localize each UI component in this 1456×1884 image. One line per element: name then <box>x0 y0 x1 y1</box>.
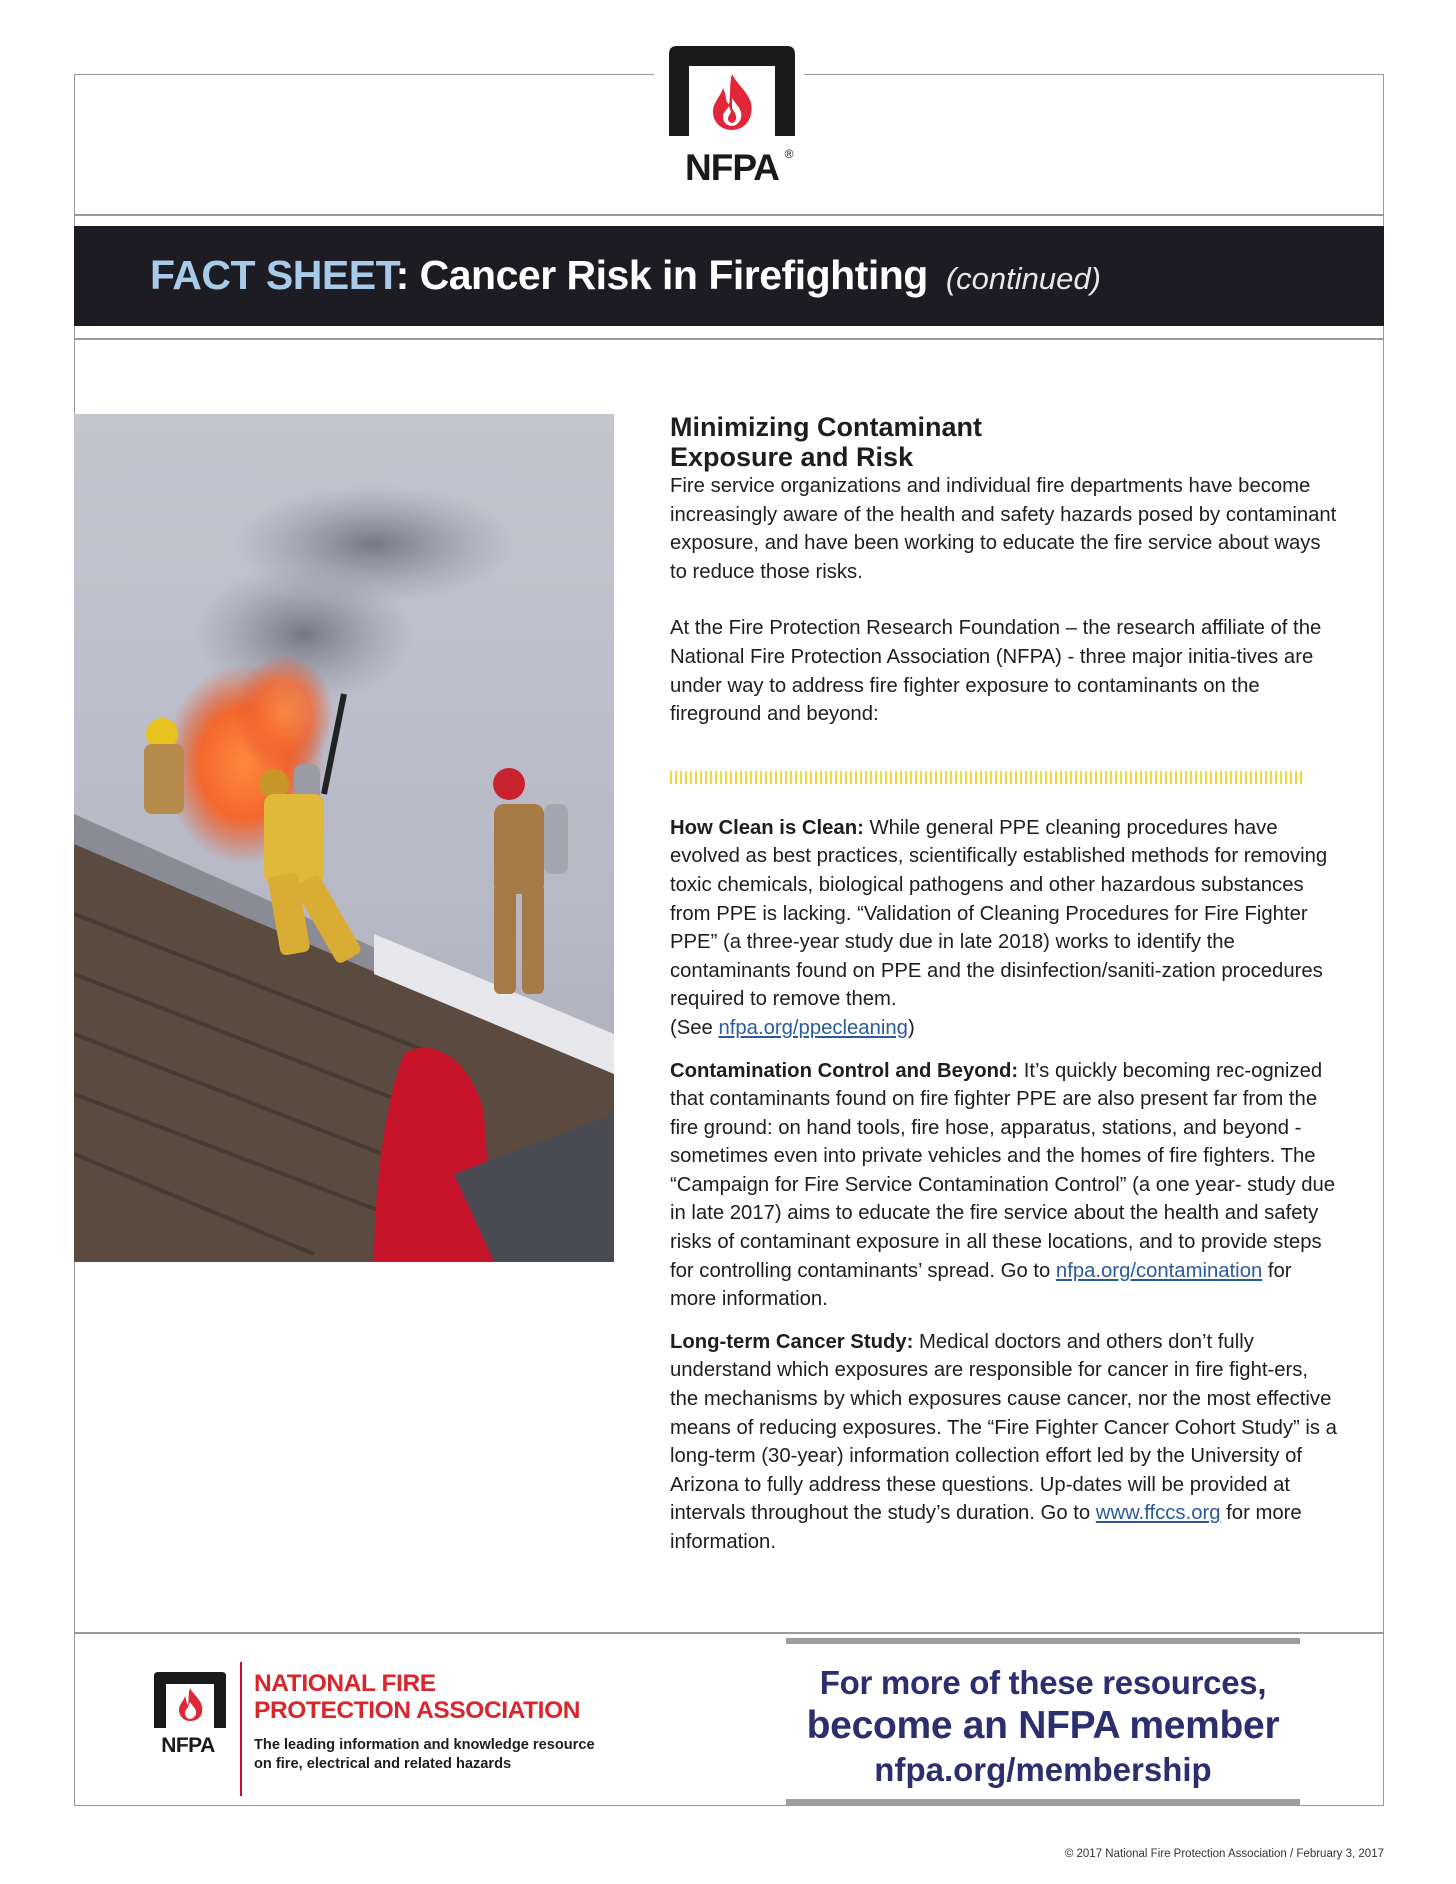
ffccs-link[interactable]: www.ffccs.org <box>1095 1502 1221 1525</box>
nfpa-flame-logo-icon <box>669 46 795 144</box>
intro-paragraph-2: At the Fire Protection Research Foundation – the research affiliate of the National Fire Protection Association (NFPA) - three major initia-tives are under way to address fire fighter exposure to contaminants on the fireground and beyond: <box>670 617 1322 726</box>
title-lead: FACT SHEET <box>150 252 396 298</box>
nfpa-wordmark-bottom: NFPA <box>161 1734 215 1757</box>
nfpa-logo-top <box>663 40 801 186</box>
section-heading: Contamination Control and Beyond: <box>670 1059 1019 1082</box>
org-name-line2: PROTECTION ASSOCIATION <box>254 1697 581 1724</box>
main-content <box>670 412 1338 1571</box>
copyright: © 2017 National Fire Protection Association / February 3, 2017 <box>1064 1848 1384 1860</box>
page-title <box>150 252 1101 299</box>
see-suffix: ) <box>907 1016 915 1039</box>
promo-line-1: For more of these resources, <box>819 1664 1267 1701</box>
rule-top <box>74 214 1384 216</box>
promo-bar-bottom <box>786 1799 1300 1805</box>
section-body: Medical doctors and others don’t fully understand which exposures are responsible for cancer in fire fight-ers, the mechanisms by which exposures cause cancer, nor the most effective means of reducing exposures. The “Fire Fighter Cancer Cohort Study” is a long-term (30-year) information collection effort led by the University of Arizona to fully address these questions. Up-dates will be provided at intervals throughout the study’s duration. Go to <box>670 1330 1337 1525</box>
org-name-line1: NATIONAL FIRE <box>254 1670 436 1697</box>
title-main: : Cancer Risk in Firefighting <box>395 252 928 298</box>
section-suffix: for more information. <box>670 1502 1302 1553</box>
registered-mark: ® <box>784 147 794 161</box>
section-suffix: for more information. <box>670 1259 1292 1311</box>
section-how-clean <box>670 814 1338 1043</box>
see-prefix: (See <box>670 1016 719 1039</box>
intro-heading-line1: Minimizing Contaminant <box>670 412 982 442</box>
firefighters-on-roof-photo <box>74 414 614 1262</box>
section-heading: Long-term Cancer Study: <box>670 1330 914 1353</box>
intro-heading-line2: Exposure and Risk <box>670 442 914 472</box>
contamination-link[interactable]: nfpa.org/contamination <box>1055 1259 1263 1282</box>
org-name <box>254 1670 580 1724</box>
section-body: While general PPE cleaning procedures have evolved as best practices, scientifically established methods for removing toxic chemicals, biological pathogens and other hazardous substances from PPE is lacking. “Validation of Cleaning Procedures for Fire Fighter PPE” (a three-year study due in late 2018) works to identify the contaminants found on PPE and the disinfection/saniti-zation procedures required to remove them. <box>670 816 1328 1011</box>
rule-bottom <box>74 1632 1384 1634</box>
membership-link[interactable]: nfpa.org/membership <box>874 1751 1212 1788</box>
nfpa-flame-logo-icon <box>154 1672 226 1728</box>
intro-paragraph-1: Fire service organizations and individual fire departments have become increasingly aware of the health and safety hazards posed by contaminant exposure, and have been working to educate the fire service about ways to reduce those risks. <box>670 475 1337 583</box>
title-suffix: (continued) <box>945 261 1101 296</box>
ppecleaning-link[interactable]: nfpa.org/ppecleaning <box>718 1016 908 1039</box>
intro-heading <box>670 412 1338 472</box>
membership-promo <box>760 1662 1326 1792</box>
tagline-line1: The leading information and knowledge resource <box>254 1737 595 1753</box>
rule-under-banner <box>74 338 1384 340</box>
section-contamination <box>670 1057 1338 1314</box>
org-divider <box>240 1662 242 1796</box>
org-tagline <box>254 1736 595 1774</box>
promo-line-2: become an NFPA member <box>806 1704 1280 1747</box>
section-heading: How Clean is Clean: <box>670 816 864 839</box>
title-banner <box>74 226 1384 326</box>
section-body: It’s quickly becoming rec-ognized that contaminants found on fire fighter PPE are also present far from the fire ground: on hand tools, fire hose, apparatus, stations, and beyond - sometimes even into private vehicles and the homes of fire fighters. The “Campaign for Fire Service Contamination Control” (a one year- study due in late 2017) aims to educate the fire service about the health and safety risks of contaminant exposure in all these locations, and to provide steps for controlling contaminants’ spread. Go to <box>670 1059 1336 1282</box>
section-cohort <box>670 1328 1338 1557</box>
promo-bar-top <box>786 1638 1300 1644</box>
tagline-line2: on fire, electrical and related hazards <box>254 1756 512 1772</box>
yellow-dotted-divider <box>670 771 1303 784</box>
nfpa-logo-bottom <box>150 1668 230 1758</box>
nfpa-wordmark: NFPA <box>685 147 779 186</box>
